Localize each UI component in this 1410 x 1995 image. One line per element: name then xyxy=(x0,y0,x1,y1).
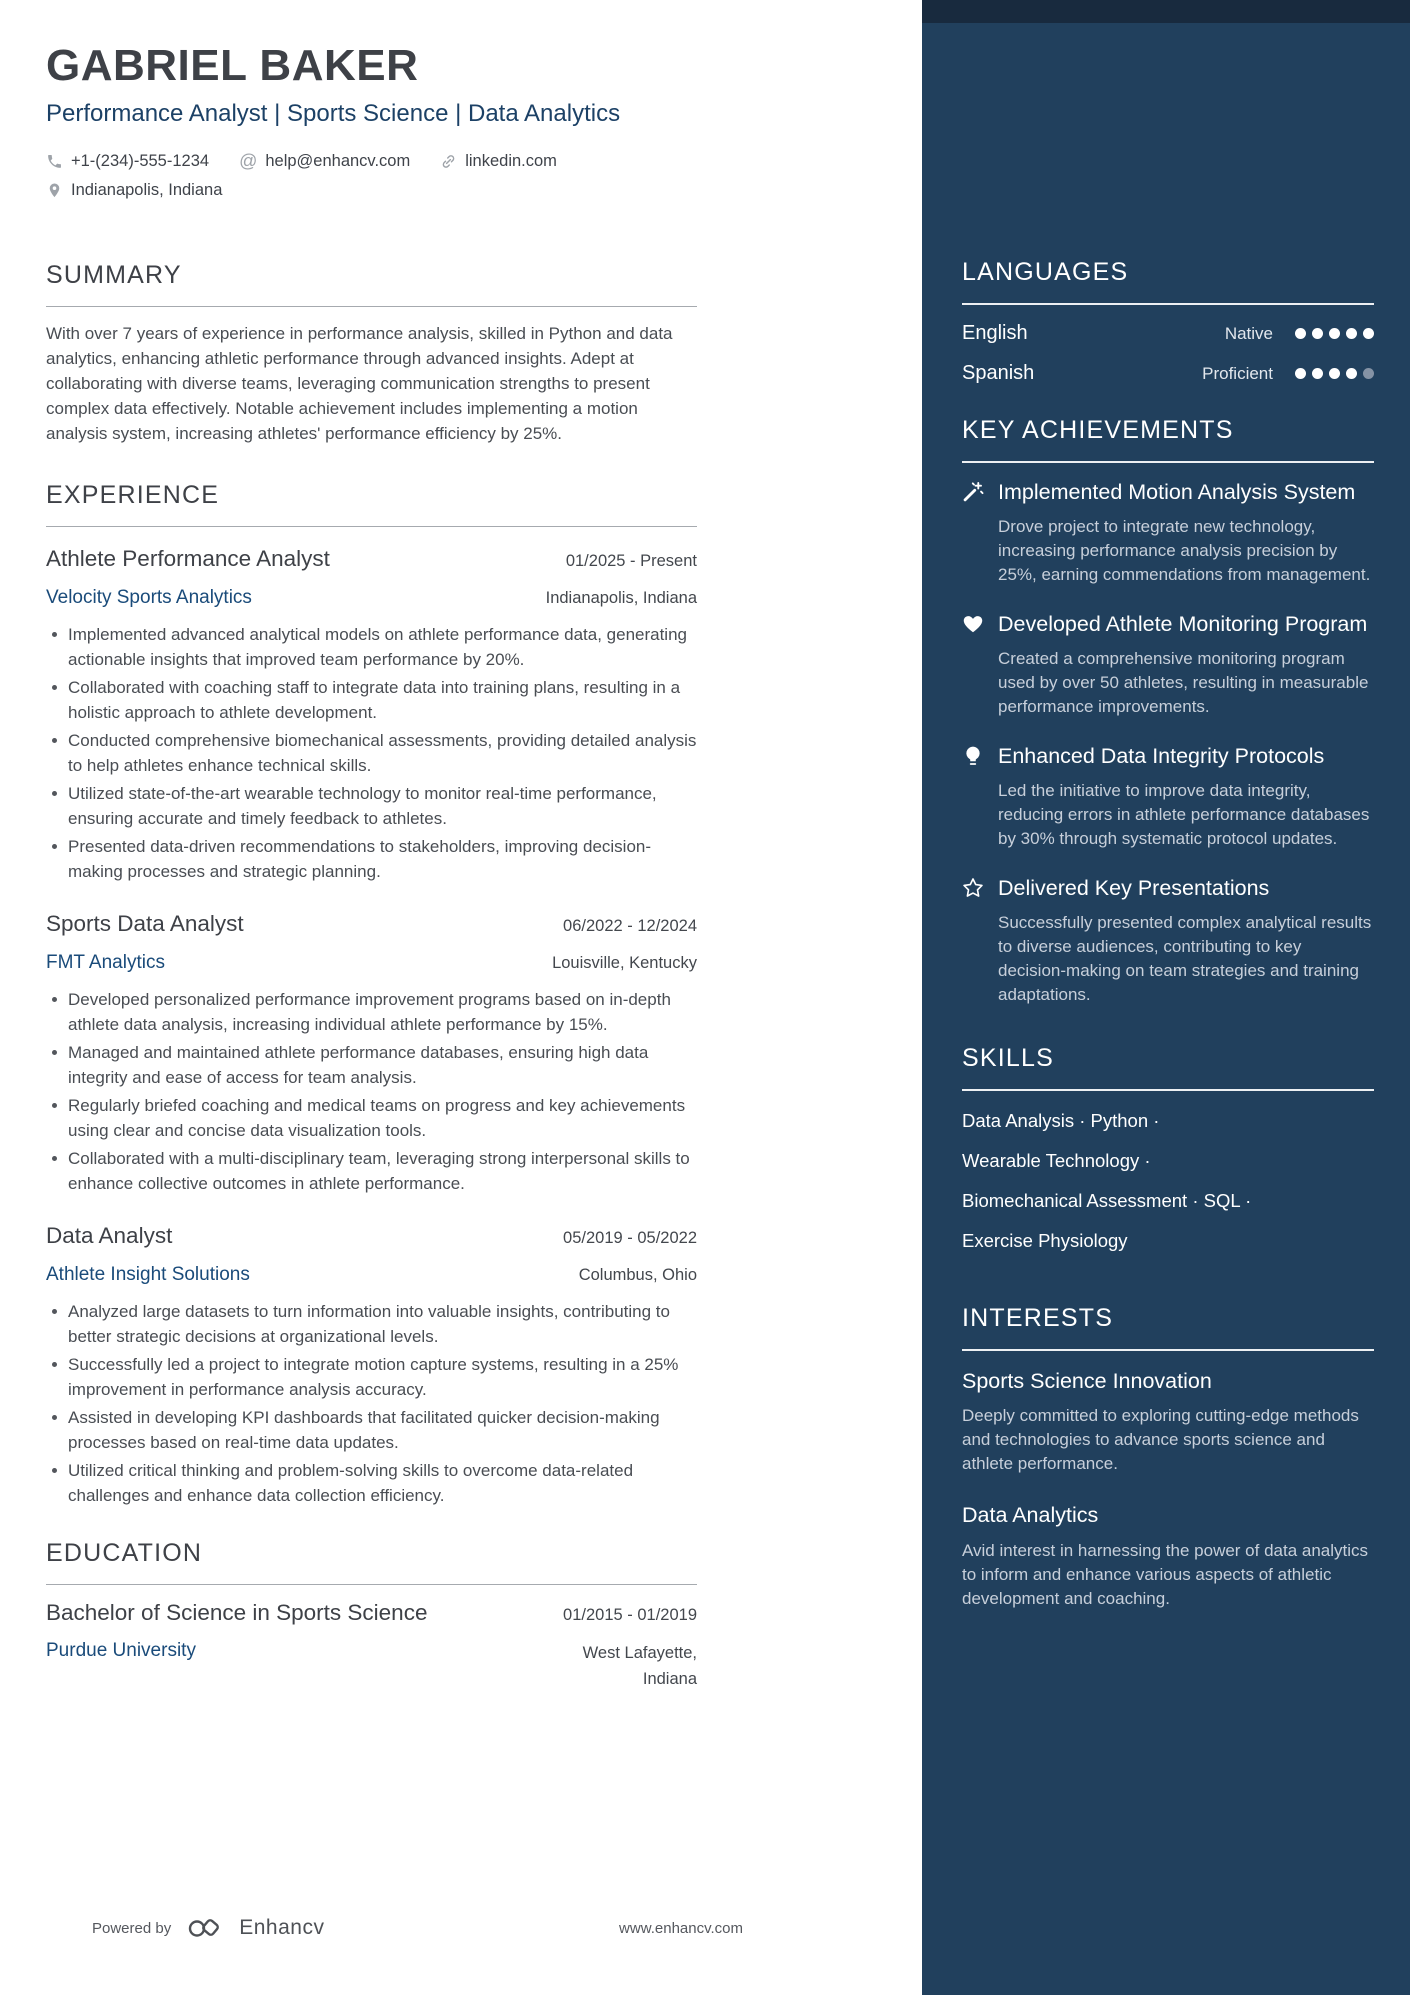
job-bullets xyxy=(46,987,697,1196)
languages-section xyxy=(962,257,1374,385)
bullet-item: Regularly briefed coaching and medical teams on progress and key achievements using clear and concise data visualization tools. xyxy=(46,1093,697,1143)
language-row xyxy=(962,322,1374,345)
magic-wand-icon xyxy=(962,477,985,587)
education-location: West Lafayette, Indiana xyxy=(582,1644,697,1689)
achievement-text: Led the initiative to improve data integrity, reducing errors in athlete performance databases by 30% through systematic protocol updates. xyxy=(998,781,1370,849)
phone-number[interactable]: +1-(234)-555-1234 xyxy=(71,151,210,170)
person-title: Performance Analyst | Sports Science | Data Analytics xyxy=(46,100,621,127)
school-name: Purdue University xyxy=(46,1640,196,1662)
dot-filled xyxy=(1329,368,1340,379)
skills-heading: SKILLS xyxy=(962,1043,1374,1091)
website-url[interactable]: www.enhancv.com xyxy=(619,1919,743,1937)
job-bullets xyxy=(46,622,697,884)
footer xyxy=(92,1916,743,1940)
job-bullets xyxy=(46,1299,697,1508)
achievement-text: Drove project to integrate new technology, increasing performance analysis precision by 25%, earning commendations from management. xyxy=(998,517,1371,585)
degree-title: Bachelor of Science in Sports Science xyxy=(46,1599,428,1625)
achievement-item xyxy=(962,477,1374,587)
interest-item xyxy=(962,1366,1374,1476)
interest-text: Deeply committed to exploring cutting-edge methods and technologies to advance sports science and athlete performance. xyxy=(962,1406,1359,1474)
dot-filled xyxy=(1346,328,1357,339)
sidebar-top-band xyxy=(922,0,1410,23)
bullet-item: Collaborated with a multi-disciplinary team, leveraging strong interpersonal skills to enhance collective outcomes in athlete performance. xyxy=(46,1146,697,1196)
interest-text: Avid interest in harnessing the power of data analytics to inform and enhance various aspects of athletic development and coaching. xyxy=(962,1540,1369,1608)
enhancv-brand-name[interactable]: Enhancv xyxy=(239,1916,325,1939)
dot-filled xyxy=(1312,328,1323,339)
job-title: Athlete Performance Analyst xyxy=(46,545,330,571)
education-heading: EDUCATION xyxy=(46,1538,697,1585)
link-icon xyxy=(440,153,457,170)
language-name: English xyxy=(962,322,1028,344)
job-dates: 01/2025 - Present xyxy=(565,551,697,570)
bullet-item: Collaborated with coaching staff to integrate data into training plans, resulting in a holistic approach to athlete development. xyxy=(46,675,697,725)
achievement-title: Implemented Motion Analysis System xyxy=(998,480,1356,504)
job-location: Indianapolis, Indiana xyxy=(545,588,697,607)
achievement-list xyxy=(962,477,1374,1007)
bullet-item: Conducted comprehensive biomechanical assessments, providing detailed analysis to help athletes enhance technical skills. xyxy=(46,728,697,778)
location-text: Indianapolis, Indiana xyxy=(71,180,223,199)
experience-section xyxy=(46,480,697,1508)
star-icon xyxy=(962,873,985,1007)
language-level: Native xyxy=(1224,323,1273,343)
job-dates: 05/2019 - 05/2022 xyxy=(563,1228,697,1247)
location-row xyxy=(46,181,697,200)
bullet-item: Utilized critical thinking and problem-solving skills to overcome data-related challenges and enhance data collection efficiency. xyxy=(46,1458,697,1508)
achievement-title: Enhanced Data Integrity Protocols xyxy=(998,744,1325,769)
proficiency-dots xyxy=(1295,328,1374,339)
at-icon: @ xyxy=(239,151,258,172)
sidebar xyxy=(922,0,1410,1995)
main-column xyxy=(46,0,743,1939)
phone-icon xyxy=(46,153,63,170)
experience-entry xyxy=(46,910,697,1196)
dot-filled xyxy=(1363,328,1374,339)
job-location: Columbus, Ohio xyxy=(578,1265,697,1284)
achievement-text: Created a comprehensive monitoring program used by over 50 athletes, resulting in measurable performance improvements. xyxy=(998,649,1369,717)
achievements-heading: KEY ACHIEVEMENTS xyxy=(962,415,1374,463)
person-name: GABRIEL BAKER xyxy=(46,41,419,90)
achievement-item xyxy=(962,873,1374,1007)
job-title: Sports Data Analyst xyxy=(46,910,244,936)
interest-item xyxy=(962,1500,1374,1610)
dot-filled xyxy=(1295,328,1306,339)
interest-list xyxy=(962,1366,1374,1610)
interests-section xyxy=(962,1303,1374,1610)
dot-empty xyxy=(1363,368,1374,379)
achievement-title: Developed Athlete Monitoring Program xyxy=(998,612,1368,637)
experience-entry xyxy=(46,1222,697,1508)
skill-line: Data Analysis · Python · xyxy=(962,1110,1160,1132)
bullet-item: Utilized state-of-the-art wearable technology to monitor real-time performance, ensuring accurate and timely feedback to athletes. xyxy=(46,781,697,831)
languages-heading: LANGUAGES xyxy=(962,257,1374,305)
powered-by-group xyxy=(92,1916,324,1940)
skills-section xyxy=(962,1043,1374,1251)
email-address[interactable]: help@enhancv.com xyxy=(265,151,411,170)
skill-list xyxy=(962,1111,1374,1251)
company-name: Velocity Sports Analytics xyxy=(46,586,252,608)
interest-title: Data Analytics xyxy=(962,1503,1099,1528)
interests-heading: INTERESTS xyxy=(962,1303,1374,1351)
achievement-item xyxy=(962,741,1374,851)
company-name: Athlete Insight Solutions xyxy=(46,1263,250,1285)
skill-line: Wearable Technology · xyxy=(962,1150,1151,1172)
bullet-item: Analyzed large datasets to turn information into valuable insights, contributing to better strategic decisions at organizational levels. xyxy=(46,1299,697,1349)
dot-filled xyxy=(1312,368,1323,379)
language-list xyxy=(962,322,1374,385)
dot-filled xyxy=(1295,368,1306,379)
interest-title: Sports Science Innovation xyxy=(962,1369,1212,1394)
job-location: Louisville, Kentucky xyxy=(552,953,697,972)
education-entry xyxy=(46,1599,697,1693)
achievement-title: Delivered Key Presentations xyxy=(998,876,1270,901)
language-name: Spanish xyxy=(962,362,1035,384)
bullet-item: Successfully led a project to integrate motion capture systems, resulting in a 25% improvement in performance analysis accuracy. xyxy=(46,1352,697,1402)
bullet-item: Assisted in developing KPI dashboards that facilitated quicker decision-making processes based on real-time data updates. xyxy=(46,1405,697,1455)
education-dates: 01/2015 - 01/2019 xyxy=(563,1605,697,1624)
experience-entries xyxy=(46,545,697,1508)
language-level: Proficient xyxy=(1202,363,1273,383)
job-title: Data Analyst xyxy=(46,1222,173,1248)
enhancv-logo-icon xyxy=(187,1917,223,1939)
dot-filled xyxy=(1346,368,1357,379)
achievements-section xyxy=(962,415,1374,1007)
achievement-item xyxy=(962,609,1374,719)
achievement-text: Successfully presented complex analytical results to diverse audiences, contributing to key decision-making on team strategies and training adaptations. xyxy=(998,913,1372,1005)
contact-row xyxy=(46,152,697,171)
summary-section xyxy=(46,260,697,446)
bullet-item: Presented data-driven recommendations to stakeholders, improving decision-making processes and strategic planning. xyxy=(46,834,697,884)
skill-line: Exercise Physiology xyxy=(962,1230,1128,1252)
bullet-item: Developed personalized performance improvement programs based on in-depth athlete data analysis, increasing individual athlete performance by 15%. xyxy=(46,987,697,1037)
experience-heading: EXPERIENCE xyxy=(46,480,697,527)
bullet-item: Implemented advanced analytical models on athlete performance data, generating actionable insights that improved team performance by 20%. xyxy=(46,622,697,672)
dot-filled xyxy=(1329,328,1340,339)
language-row xyxy=(962,362,1374,385)
job-dates: 06/2022 - 12/2024 xyxy=(563,916,697,935)
skill-line: Biomechanical Assessment · SQL · xyxy=(962,1190,1252,1212)
email-contact xyxy=(239,152,410,171)
linkedin-url[interactable]: linkedin.com xyxy=(465,151,557,170)
location-pin-icon xyxy=(46,182,63,199)
powered-by-label: Powered by xyxy=(92,1919,172,1937)
proficiency-dots xyxy=(1295,368,1374,379)
education-section xyxy=(46,1538,697,1693)
summary-text: With over 7 years of experience in performance analysis, skilled in Python and data analytics, enhancing athletic performance through advanced insights. Adept at collaborating with diverse teams, leveraging communication strengths to present complex data effectively. Notable achievement includes implementing a motion analysis system, increasing athletes' performance efficiency by 25%. xyxy=(46,323,673,443)
phone-contact xyxy=(46,152,209,171)
heart-icon xyxy=(962,609,985,719)
link-contact xyxy=(440,152,557,171)
company-name: FMT Analytics xyxy=(46,951,165,973)
lightbulb-icon xyxy=(962,741,985,851)
experience-entry xyxy=(46,545,697,884)
bullet-item: Managed and maintained athlete performance databases, ensuring high data integrity and ease of access for team analysis. xyxy=(46,1040,697,1090)
summary-heading: SUMMARY xyxy=(46,260,697,307)
